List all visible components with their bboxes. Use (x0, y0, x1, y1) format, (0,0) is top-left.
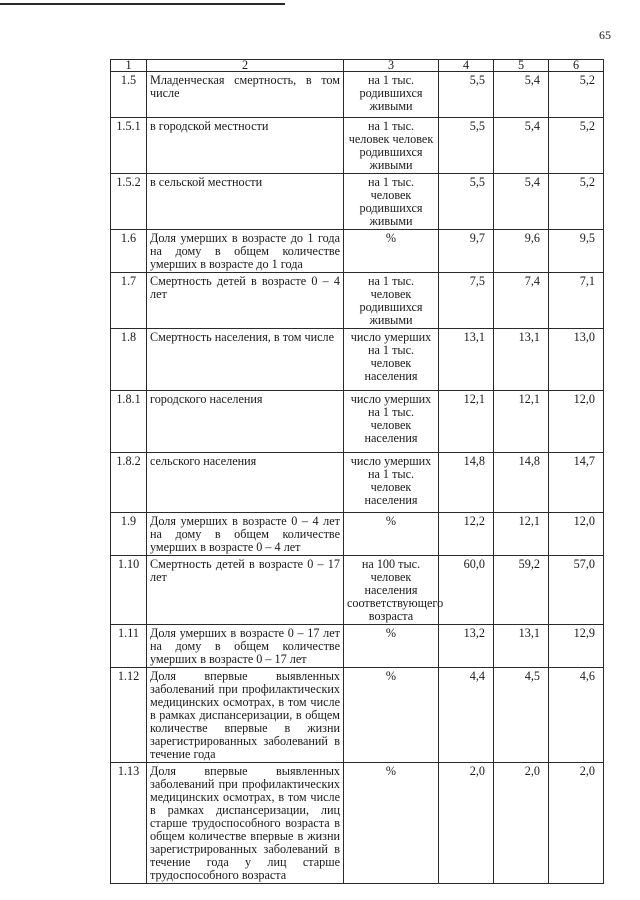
table-body (111, 72, 604, 884)
table-row (111, 273, 604, 329)
indicator-name: Смертность населения, в том числе (147, 329, 344, 391)
row-number: 1.7 (111, 273, 147, 329)
indicator-name: Доля умерших в возрасте до 1 года на дому в общем количестве умерших в возрасте до 1 года (147, 230, 344, 273)
value-col-5: 5,4 (494, 72, 549, 118)
value-col-4: 4,4 (439, 668, 494, 763)
value-col-4: 12,1 (439, 391, 494, 453)
row-number: 1.8.1 (111, 391, 147, 453)
value-col-4: 7,5 (439, 273, 494, 329)
value-col-6: 5,2 (549, 118, 604, 174)
unit-cell: на 1 тыс. человек родившихся живыми (344, 273, 439, 329)
value-col-5: 5,4 (494, 118, 549, 174)
value-col-4: 5,5 (439, 72, 494, 118)
value-col-6: 12,0 (549, 391, 604, 453)
value-col-5: 59,2 (494, 556, 549, 625)
header-col-6: 6 (549, 60, 604, 72)
unit-cell: на 1 тыс. родившихся живыми (344, 72, 439, 118)
value-col-6: 5,2 (549, 72, 604, 118)
row-number: 1.10 (111, 556, 147, 625)
value-col-4: 13,2 (439, 625, 494, 668)
row-number: 1.5.1 (111, 118, 147, 174)
value-col-6: 57,0 (549, 556, 604, 625)
header-col-3: 3 (344, 60, 439, 72)
row-number: 1.13 (111, 763, 147, 884)
value-col-4: 12,2 (439, 513, 494, 556)
indicator-name: в сельской местности (147, 174, 344, 230)
unit-cell: на 1 тыс. человек родившихся живыми (344, 174, 439, 230)
table-row (111, 118, 604, 174)
value-col-5: 7,4 (494, 273, 549, 329)
value-col-6: 7,1 (549, 273, 604, 329)
row-number: 1.6 (111, 230, 147, 273)
indicator-name: Доля умерших в возрасте 0 – 4 лет на дому в общем количестве умерших в возрасте 0 – 4 лет (147, 513, 344, 556)
value-col-6: 14,7 (549, 453, 604, 513)
value-col-4: 5,5 (439, 118, 494, 174)
indicator-name: Младенческая смертность, в том числе (147, 72, 344, 118)
table-row (111, 391, 604, 453)
value-col-4: 2,0 (439, 763, 494, 884)
scan-edge-line (0, 3, 285, 5)
page-number: 65 (599, 28, 611, 42)
value-col-6: 5,2 (549, 174, 604, 230)
value-col-4: 14,8 (439, 453, 494, 513)
value-col-5: 12,1 (494, 513, 549, 556)
value-col-5: 5,4 (494, 174, 549, 230)
unit-cell: на 100 тыс. человек населения соответствующего возраста (344, 556, 439, 625)
value-col-5: 13,1 (494, 625, 549, 668)
unit-cell: % (344, 763, 439, 884)
table-row (111, 174, 604, 230)
unit-cell: число умерших на 1 тыс. человек населения (344, 453, 439, 513)
row-number: 1.9 (111, 513, 147, 556)
value-col-6: 9,5 (549, 230, 604, 273)
row-number: 1.8 (111, 329, 147, 391)
table-row (111, 329, 604, 391)
unit-cell: % (344, 513, 439, 556)
value-col-6: 4,6 (549, 668, 604, 763)
value-col-5: 2,0 (494, 763, 549, 884)
value-col-4: 60,0 (439, 556, 494, 625)
indicator-name: Доля впервые выявленных заболеваний при профилактических медицинских осмотрах, в том числе в рамках диспансеризации, лиц старше трудоспособного возраста в общем количестве впервые в жизни зарегистрированных заболеваний в течение года у лиц старше трудоспособного возраста (147, 763, 344, 884)
value-col-5: 4,5 (494, 668, 549, 763)
table-row (111, 230, 604, 273)
unit-cell: % (344, 625, 439, 668)
unit-cell: на 1 тыс. человек человек родившихся живыми (344, 118, 439, 174)
value-col-4: 5,5 (439, 174, 494, 230)
header-col-2: 2 (147, 60, 344, 72)
value-col-5: 9,6 (494, 230, 549, 273)
value-col-6: 12,0 (549, 513, 604, 556)
value-col-4: 9,7 (439, 230, 494, 273)
row-number: 1.5.2 (111, 174, 147, 230)
value-col-5: 12,1 (494, 391, 549, 453)
header-col-5: 5 (494, 60, 549, 72)
table-row (111, 513, 604, 556)
unit-cell: число умерших на 1 тыс. человек населения (344, 329, 439, 391)
value-col-5: 13,1 (494, 329, 549, 391)
indicator-name: Смертность детей в возрасте 0 – 4 лет (147, 273, 344, 329)
table-row (111, 556, 604, 625)
indicator-name: Доля впервые выявленных заболеваний при профилактических медицинских осмотрах, в том числе в рамках диспансеризации, в общем количестве впервые в жизни зарегистрированных заболеваний в течение года (147, 668, 344, 763)
header-col-4: 4 (439, 60, 494, 72)
row-number: 1.11 (111, 625, 147, 668)
table-row (111, 763, 604, 884)
indicator-name: Смертность детей в возрасте 0 – 17 лет (147, 556, 344, 625)
unit-cell: % (344, 230, 439, 273)
row-number: 1.8.2 (111, 453, 147, 513)
row-number: 1.12 (111, 668, 147, 763)
header-col-1: 1 (111, 60, 147, 72)
table-row (111, 625, 604, 668)
value-col-6: 13,0 (549, 329, 604, 391)
unit-cell: % (344, 668, 439, 763)
indicators-table (110, 59, 604, 884)
table-row (111, 668, 604, 763)
value-col-6: 12,9 (549, 625, 604, 668)
table-header-row (111, 60, 604, 72)
indicator-name: в городской местности (147, 118, 344, 174)
table-row (111, 72, 604, 118)
value-col-6: 2,0 (549, 763, 604, 884)
value-col-4: 13,1 (439, 329, 494, 391)
unit-cell: число умерших на 1 тыс. человек населения (344, 391, 439, 453)
value-col-5: 14,8 (494, 453, 549, 513)
indicator-name: сельского населения (147, 453, 344, 513)
indicator-name: городского населения (147, 391, 344, 453)
table-row (111, 453, 604, 513)
row-number: 1.5 (111, 72, 147, 118)
indicator-name: Доля умерших в возрасте 0 – 17 лет на дому в общем количестве умерших в возрасте 0 – 17 лет (147, 625, 344, 668)
